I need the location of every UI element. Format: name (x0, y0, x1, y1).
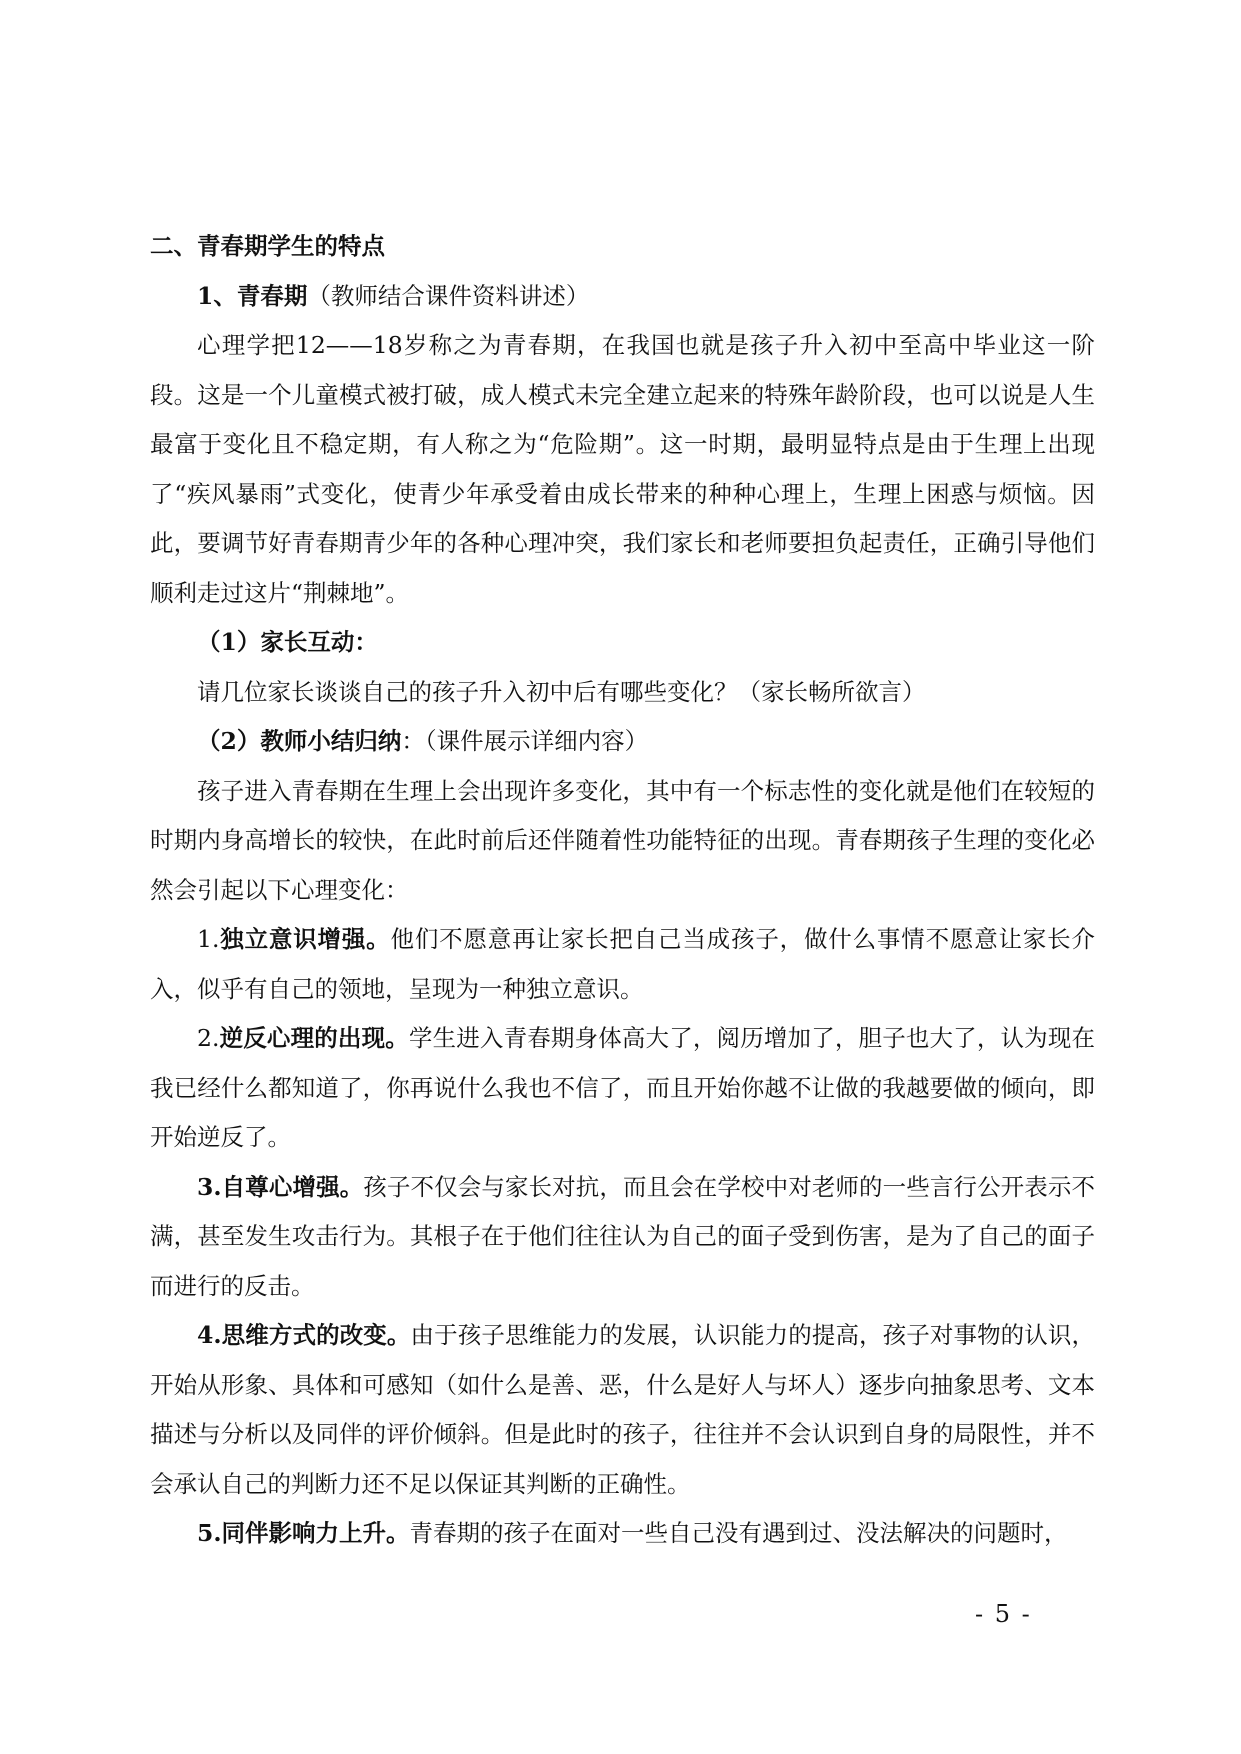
paragraph-intro: 心理学把12——18岁称之为青春期，在我国也就是孩子升入初中至高中毕业这一阶段。这是一个儿童模式被打破，成人模式未完全建立起来的特殊年龄阶段，也可以说是人生最富于变化且不稳定期，有人称之为“危险期”。这一时期，最明显特点是由于生理上出现了“疾风暴雨”式变化，使青少年承受着由成长带来的种种心理上，生理上困惑与烦恼。因此，要调节好青春期青少年的各种心理冲突，我们家长和老师要担负起责任，正确引导他们顺利走过这片“荆棘地”。 (150, 331, 1095, 607)
item-text: 他们不愿意再让家长把自己当成孩子，做什么事情不愿意让家长介入，似乎有自己的领地，呈现为一种独立意识。 (150, 925, 1096, 1003)
item-text: 青春期的孩子在面对一些自己没有遇到过、没法解决的问题时， (409, 1519, 1068, 1547)
section-heading: 二、青春期学生的特点 (150, 232, 385, 260)
item-text: 由于孩子思维能力的发展，认识能力的提高，孩子对事物的认识，开始从形象、具体和可感知（如什么是善、恶，什么是好人与坏人）逐步向抽象思考、文本描述与分析以及同伴的评价倾斜。但是此时的孩子，往往并不会认识到自身的局限性，并不会承认自己的判断力还不足以保证其判断的正确性。 (150, 1321, 1096, 1498)
list-item-thinking (150, 1311, 1095, 1509)
page-number: - 5 - (975, 1600, 1032, 1628)
list-item-rebellion (150, 1014, 1095, 1163)
paragraph-changes: 孩子进入青春期在生理上会出现许多变化，其中有一个标志性的变化就是他们在较短的时期内身高增长的较快，在此时前后还伴随着性功能特征的出现。青春期孩子生理的变化必然会引起以下心理变化： (150, 776, 1095, 904)
subsection-title: 1、青春期 (197, 281, 308, 310)
item-text: 学生进入青春期身体高大了，阅历增加了，胆子也大了，认为现在我已经什么都知道了，你再说什么我也不信了，而且开始你越不让做的我越要做的倾向，即开始逆反了。 (150, 1024, 1096, 1151)
item-title: 逆反心理的出现。 (219, 1024, 409, 1052)
document-body (150, 222, 1095, 1559)
subsection-heading-adolescence (150, 272, 1095, 322)
item-number: 5. (197, 1519, 222, 1547)
subsection-note: （教师结合课件资料讲述） (307, 281, 590, 310)
teacher-summary-title: （2）教师小结归纳 (197, 727, 402, 755)
teacher-summary-note: ：（课件展示详细内容） (401, 727, 649, 755)
parent-interaction-heading: （1）家长互动： (197, 628, 378, 656)
item-number: 3. (197, 1172, 222, 1201)
item-title: 同伴影响力上升。 (221, 1519, 410, 1547)
list-item-peer-influence (150, 1509, 1095, 1559)
item-number: 4. (197, 1321, 222, 1349)
parent-interaction-text: 请几位家长谈谈自己的孩子升入初中后有哪些变化？（家长畅所欲言） (197, 677, 926, 706)
item-number: 1. (197, 925, 220, 953)
item-number: 2. (197, 1024, 220, 1052)
item-text: 孩子不仅会与家长对抗，而且会在学校中对老师的一些言行公开表示不满，甚至发生攻击行为。其根子在于他们往往认为自己的面子受到伤害，是为了自己的面子而进行的反击。 (150, 1172, 1096, 1300)
item-title: 思维方式的改变。 (221, 1321, 411, 1349)
teacher-summary-heading (150, 717, 1095, 767)
list-item-independence (150, 915, 1095, 1014)
item-title: 自尊心增强。 (221, 1172, 364, 1201)
item-title: 独立意识增强。 (219, 925, 391, 953)
list-item-self-esteem (150, 1163, 1095, 1312)
